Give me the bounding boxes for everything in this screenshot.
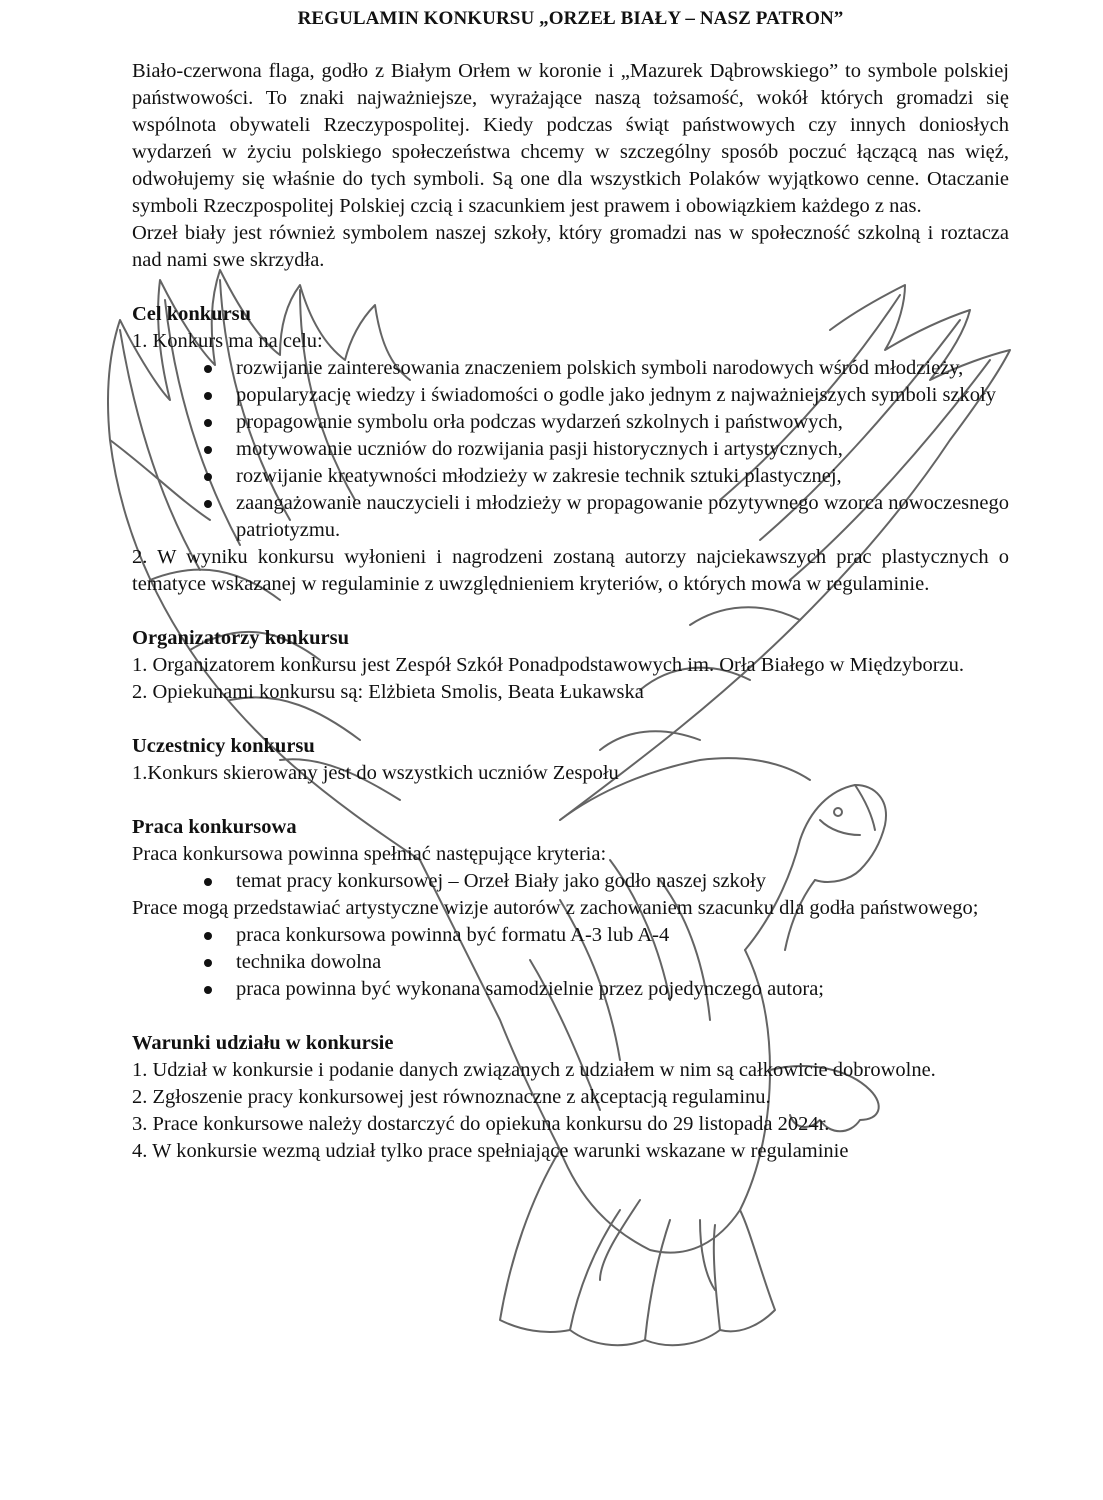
section-heading: Uczestnicy konkursu xyxy=(132,735,315,757)
section-line: 1. Organizatorem konkursu jest Zespół Szkół Ponadpodstawowych im. Orła Białego w Międzyborzu. xyxy=(132,654,964,676)
list-item: motywowanie uczniów do rozwijania pasji historycznych i artystycznych, xyxy=(236,436,1009,463)
bullet-icon xyxy=(204,932,212,940)
section-line: 1.Konkurs skierowany jest do wszystkich uczniów Zespołu xyxy=(132,762,619,784)
section-line: 1. Udział w konkursie i podanie danych związanych z udziałem w nim są całkowicie dobrowolne. xyxy=(132,1059,936,1081)
bullet-icon xyxy=(204,959,212,967)
bullet-icon xyxy=(204,473,212,481)
bullet-list xyxy=(132,355,1009,544)
section-heading: Praca konkursowa xyxy=(132,816,297,838)
bullet-icon xyxy=(204,446,212,454)
list-item: rozwijanie zainteresowania znaczeniem polskich symboli narodowych wśród młodzieży, xyxy=(236,355,1009,382)
bullet-icon xyxy=(204,365,212,373)
bullet-list xyxy=(132,922,1009,1003)
section-line: 2. Zgłoszenie pracy konkursowej jest równoznaczne z akceptacją regulaminu. xyxy=(132,1086,771,1108)
section-line: 4. W konkursie wezmą udział tylko prace spełniające warunki wskazane w regulaminie xyxy=(132,1140,849,1162)
bullet-icon xyxy=(204,878,212,886)
section-line: Prace mogą przedstawiać artystyczne wizje autorów z zachowaniem szacunku dla godła państwowego; xyxy=(132,897,979,919)
list-item: technika dowolna xyxy=(236,949,1009,976)
document-title: REGULAMIN KONKURSU „ORZEŁ BIAŁY – NASZ PATRON” xyxy=(297,8,844,29)
document-content xyxy=(132,4,1009,1165)
section-warunki xyxy=(132,1030,1009,1165)
section-line: Praca konkursowa powinna spełniać następujące kryteria: xyxy=(132,843,607,865)
section-line: 3. Prace konkursowe należy dostarczyć do opiekuna konkursu do 29 listopada 2024r. xyxy=(132,1113,830,1135)
bullet-icon xyxy=(204,392,212,400)
section-uczestnicy xyxy=(132,733,1009,787)
section-organizatorzy xyxy=(132,625,1009,706)
list-item: zaangażowanie nauczycieli i młodzieży w propagowanie pozytywnego wzorca nowoczesnego patriotyzmu. xyxy=(236,490,1009,544)
section-heading: Organizatorzy konkursu xyxy=(132,627,349,649)
bullet-list xyxy=(132,868,1009,895)
section-heading: Cel konkursu xyxy=(132,303,252,325)
section-cel xyxy=(132,301,1009,598)
section-praca xyxy=(132,814,1009,1003)
list-item: propagowanie symbolu orła podczas wydarzeń szkolnych i państwowych, xyxy=(236,409,1009,436)
list-item: temat pracy konkursowej – Orzeł Biały jako godło naszej szkoły xyxy=(236,868,1009,895)
section-heading: Warunki udziału w konkursie xyxy=(132,1032,394,1054)
intro-paragraph: Biało-czerwona flaga, godło z Białym Orłem w koronie i „Mazurek Dąbrowskiego” to symbole polskiej państwowości. To znaki najważniejsze, wyrażające naszą tożsamość, wokół których gromadzi się wspólnota obywateli Rzeczypospolitej. Kiedy podczas świąt państwowych czy innych doniosłych wydarzeń w życiu polskiego społeczeństwa chcemy w szczególny sposób poczuć łączącą nas więź, odwołujemy się właśnie do tych symboli. Są one dla wszystkich Polaków wyjątkowo cenne. Otaczanie symboli Rzeczpospolitej Polskiej czcią i szacunkiem jest prawem i obowiązkiem każdego z nas. xyxy=(132,60,1009,217)
list-item: praca konkursowa powinna być formatu A-3 lub A-4 xyxy=(236,922,1009,949)
bullet-icon xyxy=(204,500,212,508)
list-item: popularyzację wiedzy i świadomości o godle jako jednym z najważniejszych symboli szkoły xyxy=(236,382,1009,409)
list-item: praca powinna być wykonana samodzielnie przez pojedynczego autora; xyxy=(236,976,1009,1003)
section-line: 1. Konkurs ma na celu: xyxy=(132,330,323,352)
intro-paragraph-2: Orzeł biały jest również symbolem naszej szkoły, który gromadzi nas w społeczność szkolną i roztacza nad nami swe skrzydła. xyxy=(132,222,1009,271)
list-item: rozwijanie kreatywności młodzieży w zakresie technik sztuki plastycznej, xyxy=(236,463,1009,490)
bullet-icon xyxy=(204,419,212,427)
bullet-icon xyxy=(204,986,212,994)
section-line: 2. W wyniku konkursu wyłonieni i nagrodzeni zostaną autorzy najciekawszych prac plastycznych o tematyce wskazanej w regulaminie z uwzględnieniem kryteriów, o których mowa w regulaminie. xyxy=(132,546,1009,595)
section-line: 2. Opiekunami konkursu są: Elżbieta Smolis, Beata Łukawska xyxy=(132,681,644,703)
